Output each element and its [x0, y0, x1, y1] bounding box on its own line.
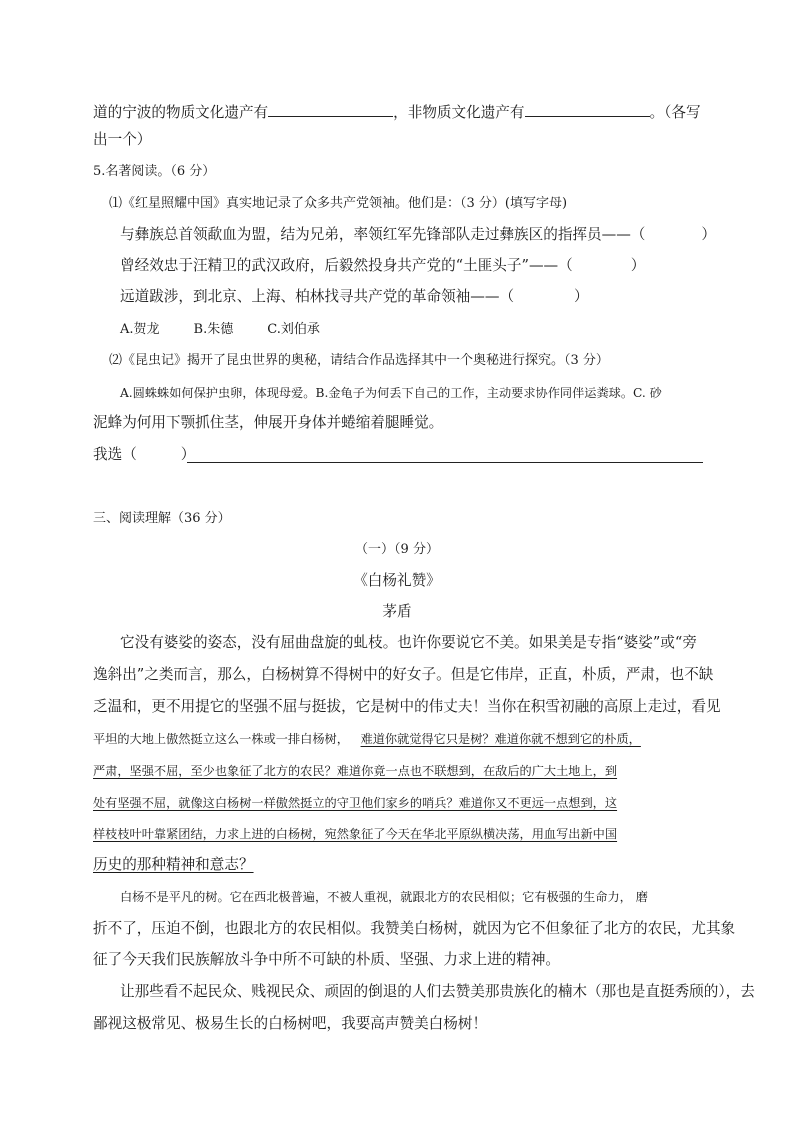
- para1-line-4-plain: 平坦的大地上傲然挺立这么一株或一排白杨树，: [93, 732, 349, 746]
- article-title: 《白杨礼赞》: [353, 572, 441, 589]
- section3-title: 三、阅读理解（36 分）: [93, 511, 231, 526]
- option-a: A.贺龙: [120, 322, 160, 337]
- q5-part1-prompt: ⑴《红星照耀中国》真实地记录了众多共产党领袖。他们是：（3 分）(填写字母): [109, 196, 568, 211]
- part-title: （一）（9 分）: [355, 542, 439, 557]
- q5-item-2: [120, 259, 645, 274]
- para2-line-3: 征了今天我们民族解放斗争中所不可缺的朴质、坚强、力求上进的精神。: [93, 951, 561, 968]
- q4-text-b: ，非物质文化遗产有: [393, 104, 525, 121]
- para3-line-2: 鄙视这极常见、极易生长的白杨树吧，我要高声赞美白杨树！: [93, 1015, 488, 1032]
- para3-line-1: 让那些看不起民众、贱视民众、顽固的倒退的人们去赞美那贵族化的楠木（那也是直挺秀颀的），去: [120, 983, 755, 1000]
- article-author: 茅盾: [382, 603, 412, 620]
- close-paren: ）: [630, 257, 646, 274]
- underlined-sentence: 严肃，坚强不屈，至少也象征了北方的农民？难道你竟一点也不联想到，在敌后的广大土地上，到: [93, 764, 618, 778]
- q5-answer-line: [93, 448, 195, 463]
- para1-line-3: 乏温和，更不用提它的坚强不屈与挺拔，它是树中的伟丈夫！当你在积雪初融的高原上走过，看见: [93, 698, 721, 715]
- material-heritage-blank[interactable]: [268, 103, 393, 117]
- close-paren: ）: [574, 288, 589, 305]
- underlined-sentence: 样枝枝叶叶靠紧团结，力求上进的白杨树，宛然象征了今天在华北平原纵横决荡，用血写出新中国: [93, 827, 618, 841]
- underlined-sentence: 处有坚强不屈，就像这白杨树一样傲然挺立的守卫他们家乡的哨兵？难道你又不更远一点想到，这: [93, 796, 618, 810]
- para1-line-2: 逸斜出”之类而言，那么，白杨树算不得树中的好女子。但是它伟岸，正直，朴质，严肃，也不缺: [93, 666, 714, 683]
- answer-underline[interactable]: [187, 462, 703, 463]
- q4-line-2: 出一个）: [93, 131, 152, 148]
- q5-item-1: [120, 228, 716, 243]
- close-paren: ）: [701, 226, 716, 243]
- underlined-sentence-end: 历史的那种精神和意志？: [93, 856, 254, 873]
- q4-line-1: [93, 103, 701, 121]
- underlined-sentence: 难道你就觉得它只是树？难道你就不想到它的朴质，: [360, 732, 641, 746]
- para2-line-2: 折不了，压迫不倒，也跟北方的农民相似。我赞美白杨树，就因为它不但象征了北方的农民，尤其象: [93, 920, 736, 937]
- option-c: C.刘伯承: [267, 322, 320, 337]
- para1-line-4: [93, 733, 641, 745]
- q5-part2-prompt: ⑵《昆虫记》揭开了昆虫世界的奥秘，请结合作品选择其中一个奥秘进行探究。（3 分）: [109, 353, 609, 368]
- para1-line-1: 它没有婆娑的姿态，没有屈曲盘旋的虬枝。也许你要说它不美。如果美是专指“婆娑”或“旁: [120, 634, 697, 651]
- q5-title: 5.名著阅读。（6 分）: [93, 164, 216, 179]
- q5-options: [120, 323, 320, 336]
- q5-part2-choices-2: 泥蜂为何用下颚抓住茎，伸展开身体并蜷缩着腿睡觉。: [93, 414, 444, 431]
- answer-label: 我选（: [93, 446, 137, 463]
- answer-close: ）: [180, 446, 196, 463]
- para2-line-1: 白杨不是平凡的树。它在西北极普遍，不被人重视，就跟北方的农民相似；它有极强的生命力， 磨: [120, 890, 648, 904]
- q5-item-3: [120, 290, 589, 305]
- intangible-heritage-blank[interactable]: [525, 103, 650, 117]
- q4-text-a: 道的宁波的物质文化遗产有: [93, 104, 269, 121]
- q5-item-3-text: 远道跋涉，到北京、上海、柏林找寻共产党的革命领袖——（: [120, 288, 515, 305]
- q4-text-c: 。（各写: [649, 104, 701, 121]
- q5-item-2-text: 曾经效忠于汪精卫的武汉政府，后毅然投身共产党的“土匪头子”——（: [120, 257, 573, 274]
- option-b: B.朱德: [193, 322, 234, 337]
- q5-item-1-text: 与彝族总首领歃血为盟，结为兄弟，率领红军先锋部队走过彝族区的指挥员——（: [120, 226, 646, 243]
- q5-part2-choices-1: A.圆蛛蛛如何保护虫卵，体现母爱。B.金龟子为何丢下自己的工作，主动要求协作同伴运粪球。C. 砂: [120, 386, 662, 400]
